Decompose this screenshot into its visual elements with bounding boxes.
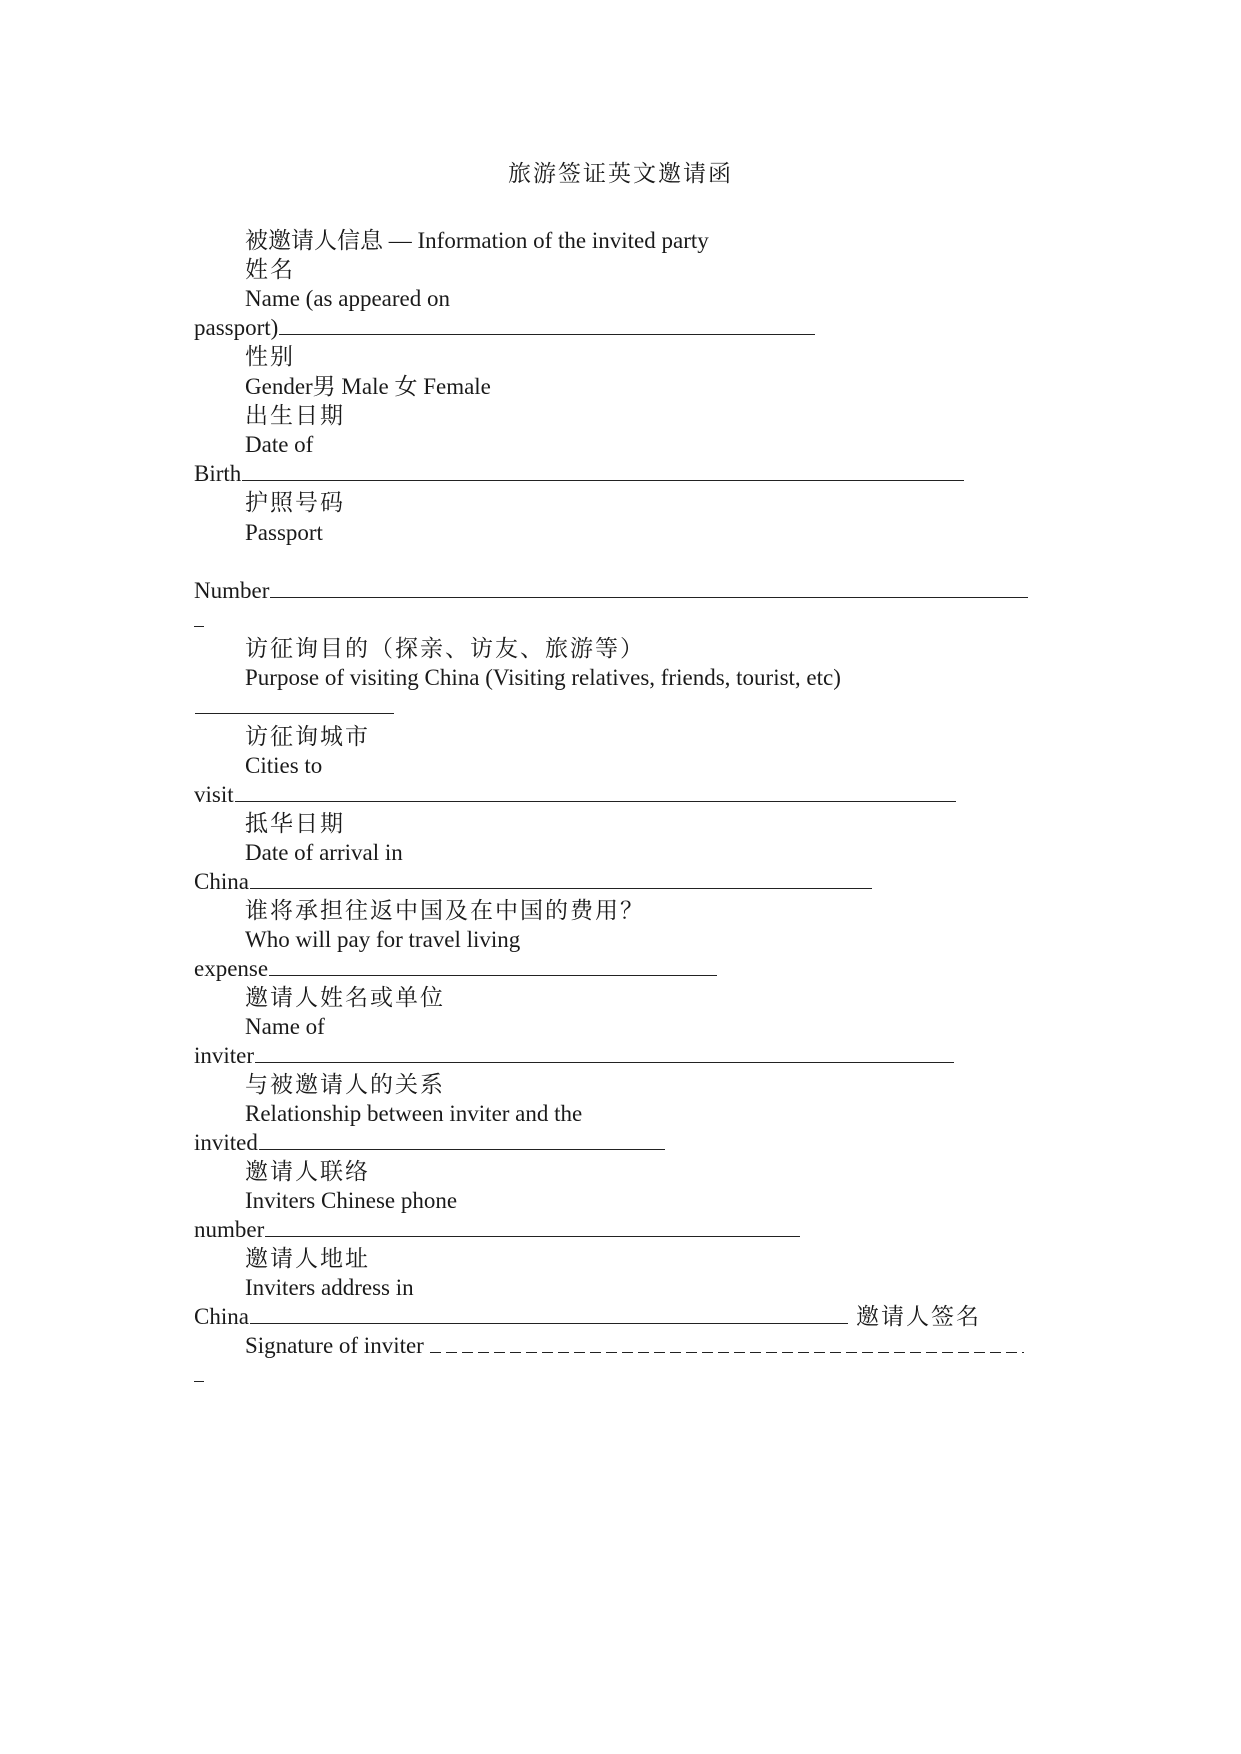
arrival-label-en-cont: China bbox=[194, 869, 249, 894]
arrival-field-row bbox=[194, 866, 872, 898]
signature-label-cn: 邀请人签名 bbox=[855, 1304, 981, 1329]
signature-field-row bbox=[245, 1330, 1024, 1362]
signature-label-en: Signature of inviter bbox=[245, 1333, 424, 1358]
cities-label-en: Cities to bbox=[245, 753, 323, 778]
inviter-input-line[interactable] bbox=[255, 1040, 954, 1063]
cities-field-row bbox=[194, 779, 956, 811]
name-field-row bbox=[194, 312, 815, 344]
inviter-label-en-cont: inviter bbox=[194, 1043, 255, 1068]
purpose-field-row bbox=[194, 691, 394, 723]
name-label-en-cont: passport) bbox=[194, 315, 279, 340]
purpose-label-cn: 访征询目的（探亲、访友、旅游等） bbox=[245, 636, 645, 661]
name-label-en: Name (as appeared on bbox=[245, 286, 450, 311]
cities-label-en-cont: visit bbox=[194, 782, 234, 807]
signature-line-overflow bbox=[194, 1359, 204, 1391]
gender-options[interactable]: Gender男 Male 女 Female bbox=[245, 374, 491, 399]
phone-field-row bbox=[194, 1214, 800, 1246]
name-input-line[interactable] bbox=[279, 312, 815, 335]
relation-label-cn: 与被邀请人的关系 bbox=[245, 1072, 445, 1097]
passport-input-line[interactable] bbox=[270, 575, 1028, 598]
name-label-cn: 姓名 bbox=[245, 257, 295, 282]
dob-field-row bbox=[194, 458, 964, 490]
expense-field-row bbox=[194, 953, 717, 985]
expense-input-line[interactable] bbox=[269, 953, 717, 976]
signature-input-line[interactable] bbox=[430, 1333, 1024, 1353]
cities-input-line[interactable] bbox=[235, 779, 956, 802]
signature-line-tail bbox=[194, 1361, 204, 1382]
address-label-en-cont: China bbox=[194, 1304, 249, 1329]
passport-label-en: Passport bbox=[245, 520, 323, 545]
phone-label-en-cont: number bbox=[194, 1217, 265, 1242]
expense-label-en: Who will pay for travel living bbox=[245, 927, 521, 952]
passport-field-row bbox=[194, 575, 1028, 607]
inviter-label-en: Name of bbox=[245, 1014, 325, 1039]
inviter-label-cn: 邀请人姓名或单位 bbox=[245, 985, 445, 1010]
dob-input-line[interactable] bbox=[242, 458, 964, 481]
phone-label-cn: 邀请人联络 bbox=[245, 1159, 370, 1184]
passport-label-cn: 护照号码 bbox=[245, 490, 345, 515]
address-field-row bbox=[194, 1301, 981, 1333]
arrival-label-cn: 抵华日期 bbox=[245, 811, 345, 836]
phone-input-line[interactable] bbox=[265, 1214, 800, 1237]
dob-label-cn: 出生日期 bbox=[245, 403, 345, 428]
arrival-label-en: Date of arrival in bbox=[245, 840, 403, 865]
relation-label-en: Relationship between inviter and the bbox=[245, 1101, 583, 1126]
document-title: 旅游签证英文邀请函 bbox=[508, 161, 733, 186]
cities-label-cn: 访征询城市 bbox=[245, 724, 370, 749]
passport-line-overflow bbox=[194, 604, 204, 636]
arrival-input-line[interactable] bbox=[250, 866, 872, 889]
dob-label-en: Date of bbox=[245, 432, 314, 457]
expense-label-en-cont: expense bbox=[194, 956, 269, 981]
relation-label-en-cont: invited bbox=[194, 1130, 258, 1155]
passport-label-en-cont: Number bbox=[194, 578, 270, 603]
inviter-field-row bbox=[194, 1040, 954, 1072]
relation-field-row bbox=[194, 1127, 665, 1159]
relation-input-line[interactable] bbox=[259, 1127, 665, 1150]
expense-label-cn: 谁将承担往返中国及在中国的费用？ bbox=[245, 898, 645, 923]
passport-line-tail bbox=[194, 606, 204, 627]
address-label-en: Inviters address in bbox=[245, 1275, 414, 1300]
purpose-label-en: Purpose of visiting China (Visiting relatives, friends, tourist, etc) bbox=[245, 665, 841, 690]
address-label-cn: 邀请人地址 bbox=[245, 1246, 370, 1271]
dob-label-en-cont: Birth bbox=[194, 461, 242, 486]
purpose-input-line[interactable] bbox=[195, 691, 394, 714]
gender-label-cn: 性别 bbox=[245, 344, 295, 369]
section-heading: 被邀请人信息 — Information of the invited party bbox=[245, 228, 709, 253]
phone-label-en: Inviters Chinese phone bbox=[245, 1188, 458, 1213]
address-input-line[interactable] bbox=[250, 1301, 848, 1324]
